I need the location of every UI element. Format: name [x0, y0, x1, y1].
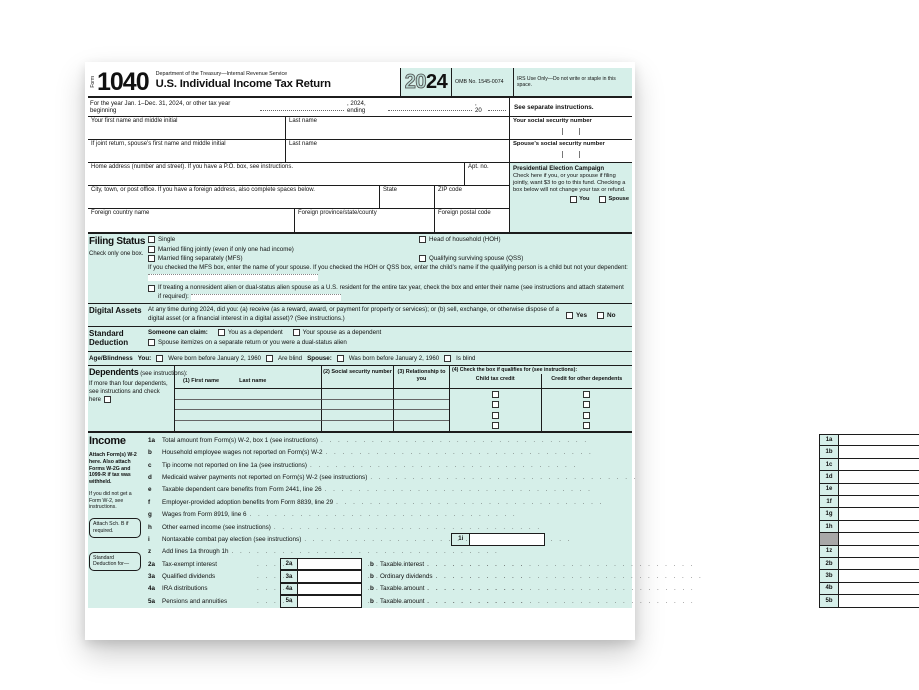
irs-use-only: IRS Use Only—Do not write or staple in this space. [514, 68, 632, 96]
you-label: You: [137, 355, 152, 363]
digital-assets-no-checkbox[interactable] [597, 312, 604, 319]
dependent-name-input[interactable] [175, 400, 321, 411]
amount-input-4b[interactable] [839, 583, 919, 595]
dependents-heading: Dependents [89, 367, 139, 378]
ctc-checkbox[interactable] [492, 401, 499, 408]
income-line-1i: i Nontaxable combat pay election (see instructions) . . . 1i [145, 533, 919, 545]
amount-input-1g[interactable] [839, 508, 919, 520]
spouse-itemizes-label: Spouse itemizes on a separate return or you were a dual-status alien [158, 339, 347, 347]
dependent-relationship-input[interactable] [393, 410, 449, 421]
amount-input-1z[interactable] [839, 546, 919, 558]
spouse-name-input[interactable] [148, 274, 318, 281]
spouse-blind-label: Is blind [456, 355, 476, 363]
filing-status-section [88, 232, 632, 303]
dot-leader [318, 437, 819, 444]
more-than-four-checkbox[interactable] [104, 396, 111, 403]
agency-line: Department of the Treasury—Internal Revenue Service [155, 71, 288, 77]
zip-field[interactable]: ZIP code [434, 186, 509, 208]
standard-deduction-section [88, 326, 632, 351]
form-1040-page [85, 62, 833, 640]
income-line-1b: b Household employee wages not reported on Form(s) W-2 . . . 1b [145, 446, 919, 458]
amount-input-5a[interactable] [298, 595, 362, 607]
dependents-col-first-name: (1) First name [183, 378, 220, 385]
ctc-checkbox[interactable] [492, 412, 499, 419]
form-number: 1040 [97, 68, 149, 96]
yes-label: Yes [576, 311, 588, 319]
nra-checkbox[interactable] [148, 285, 155, 292]
dependent-ssn-input[interactable] [321, 421, 393, 432]
you-born-before-checkbox[interactable] [156, 355, 163, 362]
spouse-first-name-field[interactable]: If joint return, spouse’s first name and middle initial [91, 141, 226, 147]
income-line-1d: d Medicaid waiver payments not reported on Form(s) W-2 (see instructions) . . . 1d [145, 471, 919, 483]
dependent-ssn-input[interactable] [321, 389, 393, 400]
dependent-name-input[interactable] [175, 389, 321, 400]
year-end-input[interactable] [388, 103, 472, 111]
income-line-1a: 1a Total amount from Form(s) W-2, box 1 (see instructions) . . . 1a [145, 434, 919, 446]
no-w2-note: If you did not get a Form W-2, see instructions. [89, 490, 132, 511]
dot-leader [323, 449, 820, 456]
amount-input-1b[interactable] [839, 446, 919, 458]
amount-cell-1i [839, 533, 919, 545]
you-born-before-label: Were born before January 2, 1960 [168, 355, 261, 363]
amount-input-4a[interactable] [298, 583, 362, 595]
last-name-field[interactable]: Last name [285, 117, 509, 139]
ssn-tick-marks [513, 151, 629, 158]
dependents-subheading: (see instructions): [140, 371, 188, 378]
cod-checkbox[interactable] [583, 412, 590, 419]
amount-input-1i[interactable] [469, 533, 545, 545]
dot-leader [367, 474, 819, 481]
campaign-title: Presidential Election Campaign [513, 165, 605, 172]
year-mid-label: , 2024, ending [347, 100, 366, 114]
dependent-relationship-input[interactable] [393, 421, 449, 432]
amount-input-3a[interactable] [298, 570, 362, 582]
dependents-col-qualifies: (4) Check the box if qualifies for (see instructions): [452, 367, 578, 374]
spouse-born-before-checkbox[interactable] [337, 355, 344, 362]
no-label: No [607, 311, 616, 319]
dependent-row [175, 421, 632, 432]
tax-year: 2024 [400, 68, 452, 96]
omb-number: OMB No. 1545-0074 [452, 68, 514, 96]
cod-checkbox[interactable] [583, 422, 590, 429]
dot-leader [424, 561, 819, 568]
spouse-itemizes-checkbox[interactable] [148, 339, 155, 346]
dependents-col-last-name: Last name [239, 378, 267, 385]
dependent-row [175, 389, 632, 400]
mfs-instruction: If you checked the MFS box, enter the name of your spouse. If you checked the HOH or QSS box, enter the child’s name if the qualifying person is a child but not your dependent: [148, 264, 628, 271]
dependent-row [175, 410, 632, 421]
shaded-cell [819, 533, 839, 545]
income-line-1c: c Tip income not reported on line 1a (see instructions) . . . 1c [145, 459, 919, 471]
presidential-campaign-box [510, 163, 632, 232]
standard-deduction-note: Standard Deduction for— [89, 552, 141, 572]
foreign-postal-field[interactable]: Foreign postal code [434, 209, 509, 232]
year-begin-input[interactable] [260, 103, 344, 111]
ssn-field[interactable]: Your social security number [510, 117, 632, 140]
amount-input-1e[interactable] [839, 484, 919, 496]
home-address-field[interactable]: Home address (number and street). If you have a P.O. box, see instructions. [91, 164, 293, 170]
dot-leader [301, 536, 451, 543]
form-word: Form [89, 76, 96, 88]
dependent-ssn-input[interactable] [321, 400, 393, 411]
dependent-name-input[interactable] [175, 410, 321, 421]
campaign-body: Check here if you, or your spouse if filing jointly, want $3 to go to this fund. Checking a box below will not change your tax or refund. [513, 172, 626, 193]
spouse-last-name-field[interactable]: Last name [285, 140, 509, 162]
digital-assets-heading: Digital Assets [89, 306, 142, 316]
dot-leader [229, 548, 820, 555]
income-line-1f: f Employer-provided adoption benefits from Form 8839, line 29 . . . 1f [145, 496, 919, 508]
dot-leader [307, 462, 819, 469]
dot-leader [322, 486, 819, 493]
spouse-dependent-label: Your spouse as a dependent [302, 329, 382, 337]
form-title: U.S. Individual Income Tax Return [155, 78, 331, 90]
apt-field[interactable]: Apt. no. [464, 163, 509, 185]
mfj-label: Married filing jointly (even if only one had income) [158, 245, 294, 253]
campaign-spouse-label: Spouse [608, 195, 629, 202]
digital-assets-yes-checkbox[interactable] [566, 312, 573, 319]
amount-input-1h[interactable] [839, 521, 919, 533]
amount-input-2a[interactable] [298, 558, 362, 570]
ssn-tick-marks [513, 128, 629, 135]
age-blindness-label: Age/Blindness [89, 355, 133, 363]
dot-leader [254, 561, 280, 568]
year-lead-label: For the year Jan. 1–Dec. 31, 2024, or other tax year beginning [90, 100, 231, 114]
income-line-1h: h Other earned income (see instructions) . . . 1h [145, 521, 919, 533]
dependents-margin-note: If more than four dependents, see instructions and check here [89, 381, 168, 404]
ctc-checkbox[interactable] [492, 391, 499, 398]
see-instructions-note: See separate instructions. [509, 98, 632, 116]
spouse-label: Spouse: [307, 355, 332, 363]
income-line-3a: 3a Qualified dividends . . . 3a b Ordinary dividends . . . 3b [145, 570, 919, 582]
mfs-checkbox[interactable] [148, 255, 155, 262]
dependent-relationship-input[interactable] [393, 400, 449, 411]
digital-assets-question: At any time during 2024, did you: (a) receive (as a reward, award, or payment for property or services); or (b) sell, exchange, or otherwise dispose of a digital asset (or a financial interest in a digital asset)? (See instructions.) [148, 306, 559, 323]
form-header [88, 68, 632, 98]
digital-assets-section [88, 303, 632, 326]
single-label: Single [158, 236, 176, 243]
spouse-blind-checkbox[interactable] [444, 355, 451, 362]
dot-leader [424, 598, 819, 605]
income-heading: Income [89, 435, 126, 448]
nra-name-input[interactable] [191, 294, 341, 301]
dot-leader [424, 585, 819, 592]
dot-leader [433, 573, 820, 580]
dot-leader [271, 524, 819, 531]
hoh-checkbox[interactable] [419, 236, 426, 243]
you-dependent-checkbox[interactable] [218, 329, 225, 336]
amount-input-2b[interactable] [839, 558, 919, 570]
hoh-label: Head of household (HOH) [429, 236, 501, 243]
filing-status-note: Check only one box. [89, 251, 144, 257]
spouse-dependent-checkbox[interactable] [293, 329, 300, 336]
someone-can-claim-label: Someone can claim: [148, 329, 208, 337]
dot-leader [254, 598, 280, 605]
age-blindness-row [88, 351, 632, 365]
amount-input-1a[interactable] [839, 434, 919, 446]
state-field[interactable]: State [379, 186, 434, 208]
nra-instruction: If treating a nonresident alien or dual-status alien spouse as a U.S. resident for the entire tax year, check the box and enter their name (see instructions and attach statement if required): [158, 284, 624, 300]
single-checkbox[interactable] [148, 236, 155, 243]
ctc-checkbox[interactable] [492, 422, 499, 429]
dot-leader [254, 585, 280, 592]
campaign-you-label: You [579, 195, 590, 202]
dependents-table [174, 366, 632, 431]
foreign-province-field[interactable]: Foreign province/state/county [294, 209, 434, 232]
qss-checkbox[interactable] [419, 255, 426, 262]
attach-sch-b-note: Attach Sch. B if required. [89, 518, 141, 538]
dependent-relationship-input[interactable] [393, 389, 449, 400]
dot-leader [333, 499, 819, 506]
tax-year-row [88, 98, 632, 117]
you-blind-label: Are blind [278, 355, 303, 363]
dependents-col-ssn: (2) Social security number [321, 366, 393, 388]
amount-input-5b[interactable] [839, 595, 919, 607]
income-line-1e: e Taxable dependent care benefits from Form 2441, line 26 . . . 1e [145, 484, 919, 496]
mfs-label: Married filing separately (MFS) [158, 255, 243, 262]
foreign-country-field[interactable]: Foreign country name [91, 210, 150, 216]
amount-input-1f[interactable] [839, 496, 919, 508]
you-dependent-label: You as a dependent [227, 329, 283, 337]
amount-input-1c[interactable] [839, 459, 919, 471]
dot-leader [254, 573, 280, 580]
income-line-5a: 5a Pensions and annuities . . . 5a b Taxable amount . . . 5b [145, 595, 919, 607]
standard-deduction-heading: Standard Deduction [89, 329, 129, 348]
amount-input-1d[interactable] [839, 471, 919, 483]
cod-checkbox[interactable] [583, 391, 590, 398]
income-line-2a: 2a Tax-exempt interest . . . 2a b Taxable interest . . . 2b [145, 558, 919, 570]
dependents-col-cod: Credit for other dependents [541, 374, 633, 388]
qss-label: Qualifying surviving spouse (QSS) [429, 255, 524, 262]
identity-section [88, 117, 632, 232]
dependent-row [175, 400, 632, 411]
income-section [88, 431, 833, 607]
dependents-col-relationship: (3) Relationship to you [393, 366, 449, 388]
dependents-section [88, 365, 632, 431]
mfj-checkbox[interactable] [148, 246, 155, 253]
spouse-born-before-label: Was born before January 2, 1960 [348, 355, 440, 363]
dot-leader [246, 511, 819, 518]
spouse-ssn-field[interactable]: Spouse’s social security number [510, 140, 632, 163]
income-line-4a: 4a IRA distributions . . . 4a b Taxable amount . . . 4b [145, 583, 919, 595]
first-name-field[interactable]: Your first name and middle initial [91, 118, 178, 124]
income-line-1z: z Add lines 1a through 1h . . . 1z [145, 546, 919, 558]
dependent-name-input[interactable] [175, 421, 321, 432]
amount-input-3b[interactable] [839, 570, 919, 582]
year-tail-label: , 20 [474, 100, 482, 114]
income-line-1g: g Wages from Form 8919, line 6 . . . 1g [145, 508, 919, 520]
city-field[interactable]: City, town, or post office. If you have a foreign address, also complete spaces below. [91, 187, 315, 193]
dependent-ssn-input[interactable] [321, 410, 393, 421]
attach-w2-note: Attach Form(s) W-2 here. Also attach Forms W-2G and 1099-R if tax was withheld. [89, 452, 137, 486]
filing-status-heading: Filing Status [89, 236, 146, 247]
dependents-col-ctc: Child tax credit [475, 376, 515, 383]
you-blind-checkbox[interactable] [266, 355, 273, 362]
year-tail-input[interactable] [488, 103, 506, 111]
cod-checkbox[interactable] [583, 401, 590, 408]
campaign-spouse-checkbox[interactable] [599, 196, 606, 203]
campaign-you-checkbox[interactable] [570, 196, 577, 203]
